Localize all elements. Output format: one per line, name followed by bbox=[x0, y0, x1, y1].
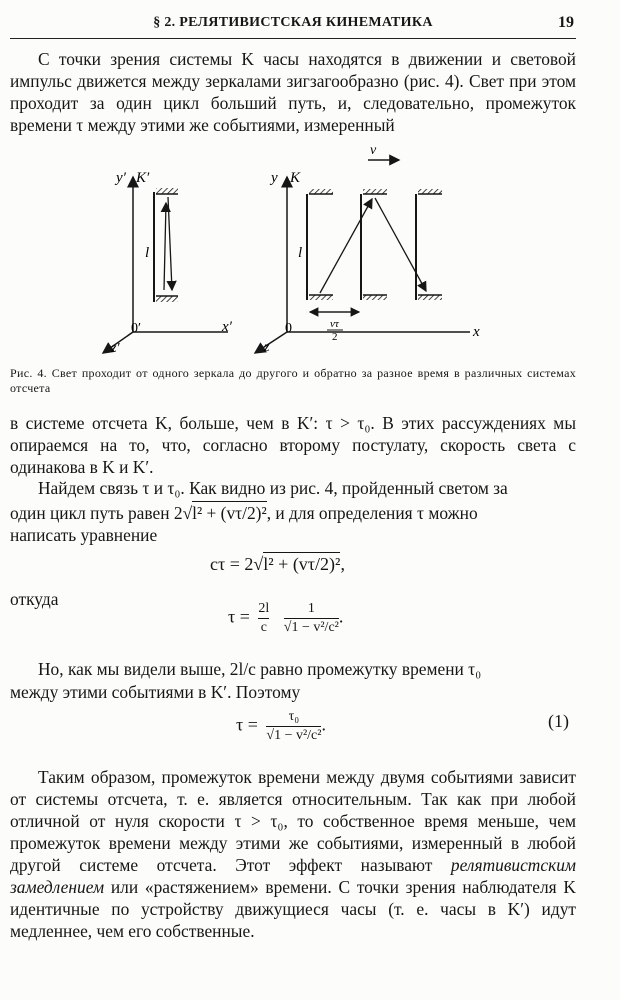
right-z-label: z bbox=[264, 340, 270, 355]
right-mirror-3-top bbox=[418, 189, 442, 194]
equation-1: τ = $\frac{\text{τ₀}}{\text{√1 − v²/c²}}$ . bbox=[236, 709, 326, 743]
right-y-label: y bbox=[271, 170, 278, 186]
however-line-1: Но, как мы видели выше, 2l/c равно промежутку времени τ₀ bbox=[38, 659, 482, 679]
offset-numerator: vτ bbox=[330, 318, 339, 330]
offset-denominator: 2 bbox=[332, 331, 338, 343]
relation-line-2: один цикл путь равен 2√l² + (vτ/2)², и для определения τ можно bbox=[10, 503, 478, 523]
word-otkuda: откуда bbox=[10, 589, 59, 609]
left-light-up bbox=[164, 203, 166, 290]
term-time-dilation: релятивистским замедлением bbox=[10, 855, 576, 897]
left-z-label: z′ bbox=[111, 341, 120, 356]
right-x-label: x bbox=[473, 324, 480, 340]
left-frame-label: K′ bbox=[136, 170, 150, 186]
velocity-label: v bbox=[370, 143, 377, 158]
right-mirror-2-top bbox=[363, 189, 387, 194]
final-paragraph: Таким образом, промежуток времени между двумя событиями зависит от системы отсчета, т. е. является относительным. Так как при любой отличной от нуля скорости τ > τ₀, то собственное время меньше, чем промежуток времени между этими же событиями, измеренный в любой другой системе отсчета. Этот эффект называют релятивистским замедлением или «растяжением» времени. С точки зрения наблюдателя K идентичные по устройству движущиеся часы (т. е. часы в K′) идут медленнее, чем его собственные. bbox=[10, 767, 576, 941]
right-mirror-1-bottom bbox=[309, 295, 333, 300]
left-bottom-mirror bbox=[156, 296, 178, 302]
equation-number: (1) bbox=[548, 711, 569, 731]
right-light-down bbox=[375, 198, 426, 291]
left-y-label: y′ bbox=[116, 170, 126, 186]
path-radicand: l² + (vτ/2)² bbox=[192, 503, 267, 523]
running-header bbox=[10, 12, 576, 39]
right-frame bbox=[255, 143, 480, 355]
page-number: 19 bbox=[558, 14, 574, 31]
left-origin-label: 0′ bbox=[131, 321, 142, 336]
right-length-label: l bbox=[298, 245, 303, 261]
left-length-label: l bbox=[145, 245, 150, 261]
equation-ctau: cτ = 2√l² + (vτ/2)², bbox=[210, 554, 345, 574]
right-mirror-2-bottom bbox=[363, 295, 387, 300]
equation-tau-intermediate: τ = $\frac{2l}{c}$ $\frac{1}{\text{√1 − v²/c²}}$ . bbox=[228, 601, 344, 635]
relation-line-3: написать уравнение bbox=[10, 525, 158, 545]
light-clock-diagram bbox=[0, 140, 620, 365]
figure-4 bbox=[0, 140, 620, 365]
intro-paragraph: С точки зрения системы K часы находятся в движении и световой импульс движется между зеркалами зигзагообразно (рис. 4). Свет при этом проходит за один цикл больший путь, и, следовательно, промежуток времени τ между этими же событиями, измеренный bbox=[10, 49, 576, 135]
relation-line-1: Найдем связь τ и τ₀. Как видно из рис. 4, пройденный светом за bbox=[38, 478, 508, 498]
right-light-up bbox=[320, 199, 372, 293]
right-frame-label: K bbox=[290, 170, 301, 186]
right-origin-label: 0 bbox=[285, 321, 292, 336]
however-line-2: между этими событиями в K′. Поэтому bbox=[10, 682, 301, 702]
paragraph-after-caption: в системе отсчета K, больше, чем в K′: τ > τ₀. В этих рассуждениях мы опираемся на то, что, согласно второму постулату, скорость света c одинакова в K и K′. bbox=[10, 413, 576, 477]
left-x-label: x′ bbox=[222, 319, 232, 335]
left-frame bbox=[103, 170, 233, 356]
section-title: § 2. РЕЛЯТИВИСТСКАЯ КИНЕМАТИКА bbox=[153, 15, 433, 30]
left-top-mirror bbox=[156, 188, 178, 194]
figure-caption: Рис. 4. Свет проходит от одного зеркала до другого и обратно за разное время в различных системах отсчета bbox=[10, 366, 576, 395]
right-mirror-3-bottom bbox=[418, 295, 442, 300]
left-light-down bbox=[168, 197, 172, 290]
right-z-axis bbox=[255, 332, 287, 353]
right-mirror-1-top bbox=[309, 189, 333, 194]
